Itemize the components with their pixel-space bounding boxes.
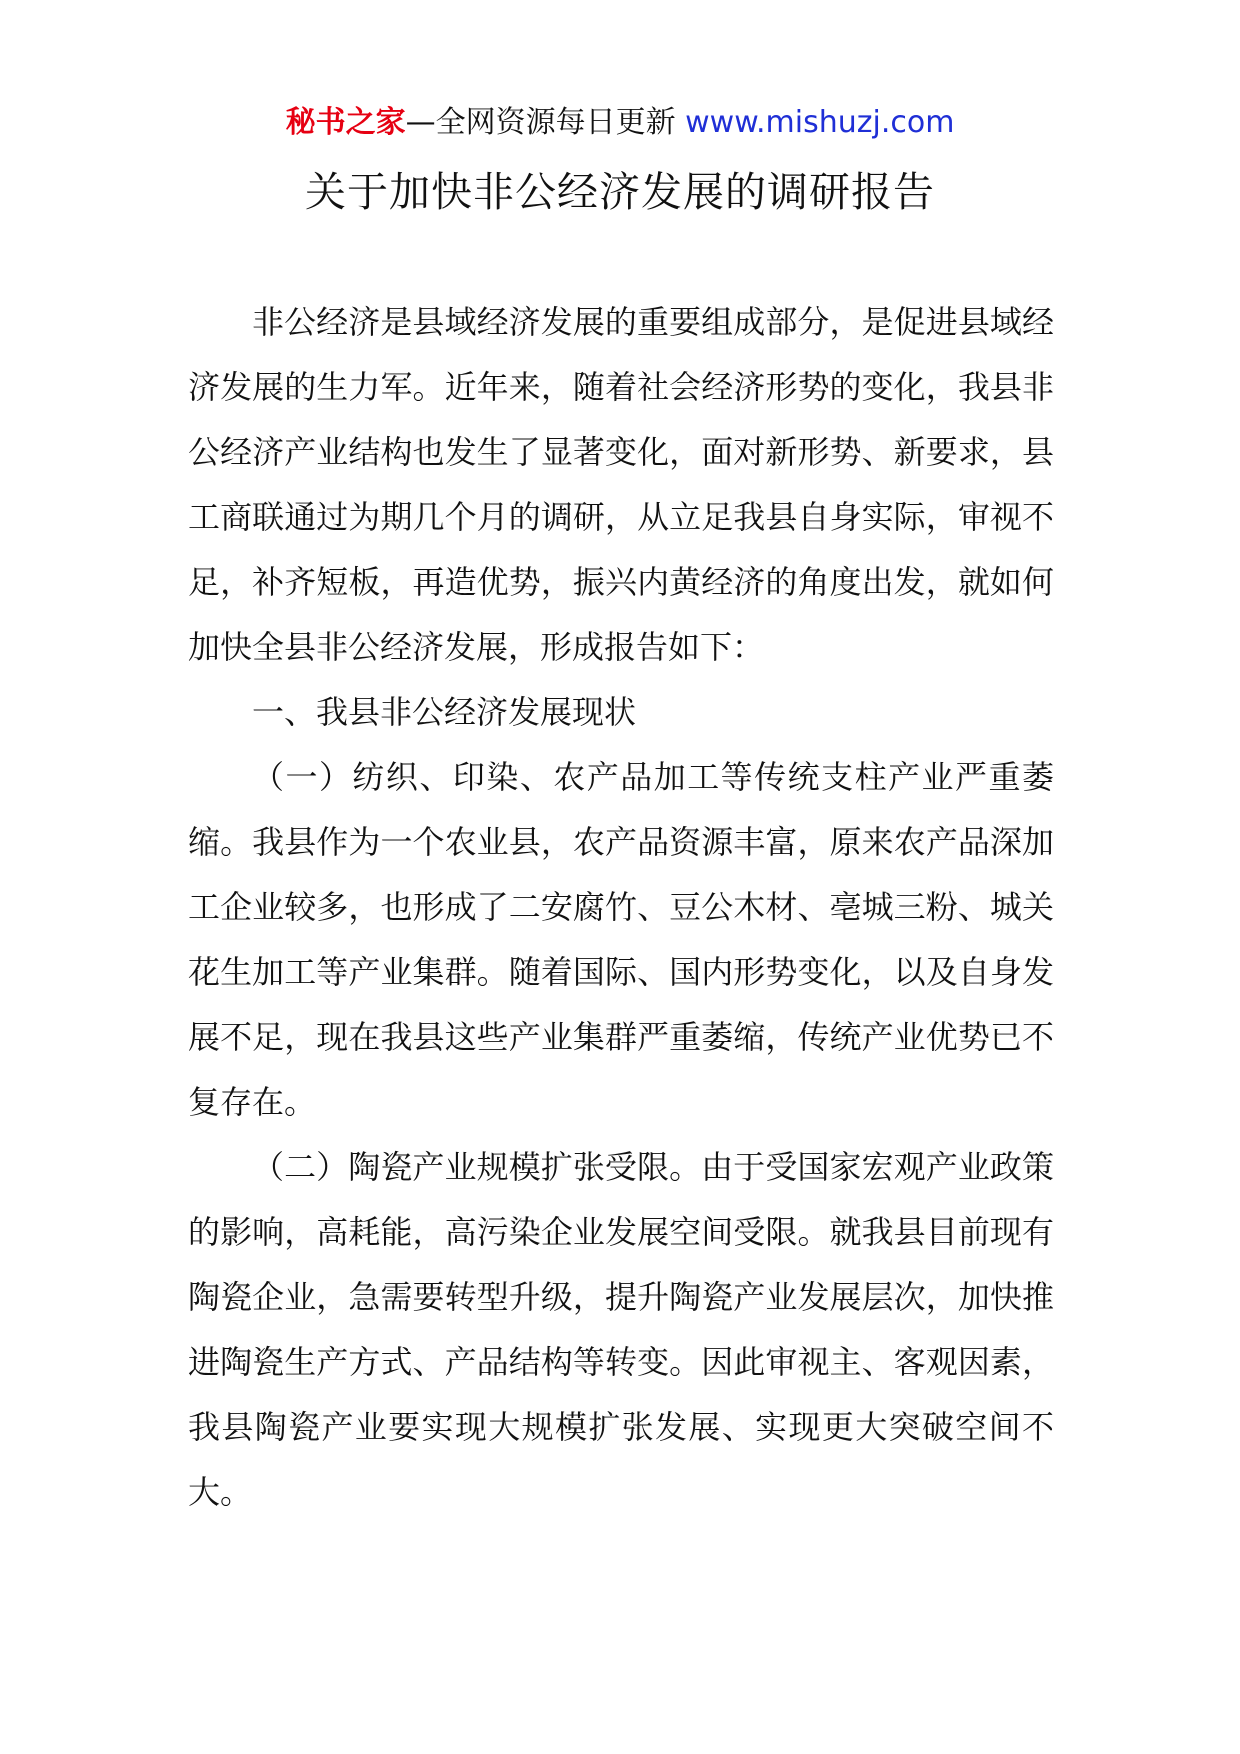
- header-tagline: —全网资源每日更新: [405, 105, 686, 140]
- document-body: [188, 290, 1054, 1525]
- brand-name: 秘书之家: [285, 105, 406, 140]
- site-header: [0, 100, 1240, 146]
- intro-paragraph: 非公经济是县域经济发展的重要组成部分，是促进县域经济发展的生力军。近年来，随着社会经济形势的变化，我县非公经济产业结构也发生了显著变化，面对新形势、新要求，县工商联通过为期几个月的调研，从立足我县自身实际，审视不足，补齐短板，再造优势，振兴内黄经济的角度出发，就如何加快全县非公经济发展，形成报告如下：: [188, 303, 1054, 666]
- document-title: 关于加快非公经济发展的调研报告: [305, 168, 935, 216]
- site-url-link[interactable]: www.mishuzj.com: [685, 105, 955, 140]
- subsection-paragraph-1: （一）纺织、印染、农产品加工等传统支柱产业严重萎缩。我县作为一个农业县，农产品资源丰富，原来农产品深加工企业较多，也形成了二安腐竹、豆公木材、亳城三粉、城关花生加工等产业集群。随着国际、国内形势变化，以及自身发展不足，现在我县这些产业集群严重萎缩，传统产业优势已不复存在。: [188, 758, 1054, 1121]
- subsection-paragraph-2: （二）陶瓷产业规模扩张受限。由于受国家宏观产业政策的影响，高耗能，高污染企业发展空间受限。就我县目前现有陶瓷企业，急需要转型升级，提升陶瓷产业发展层次，加快推进陶瓷生产方式、产品结构等转变。因此审视主、客观因素，我县陶瓷产业要实现大规模扩张发展、实现更大突破空间不大。: [188, 1148, 1054, 1511]
- section-heading: 一、我县非公经济发展现状: [252, 693, 637, 731]
